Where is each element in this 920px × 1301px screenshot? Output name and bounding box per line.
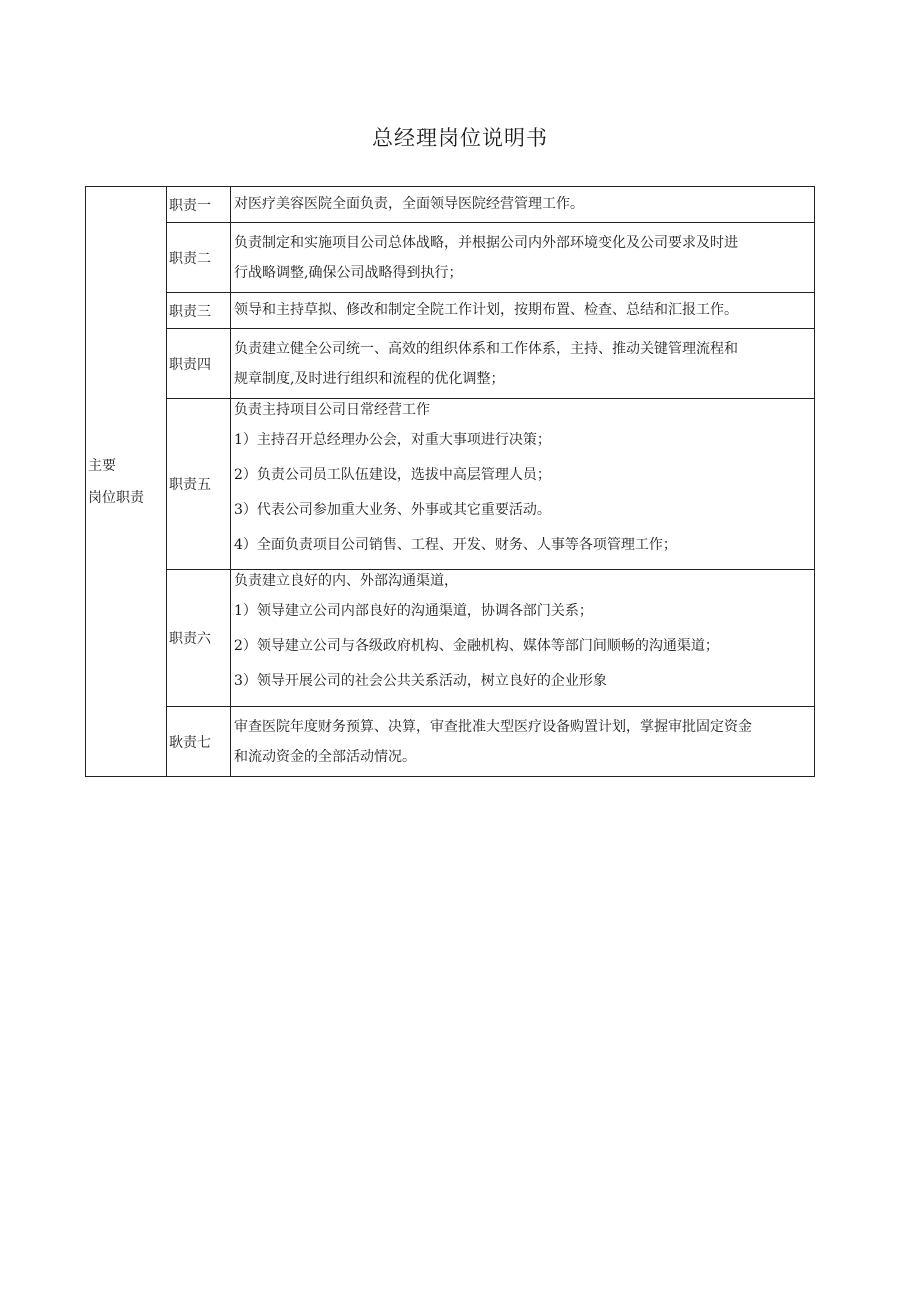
duty-label: 耿责七 [167, 707, 231, 777]
duty-line: 3）领导开展公司的社会公共关系活动，树立良好的企业形象 [234, 673, 607, 689]
duty-line: 对医疗美容医院全面负责，全面领导医院经营管理工作。 [234, 196, 584, 212]
duty-content [231, 293, 815, 329]
table-row [86, 329, 815, 399]
duty-content [231, 329, 815, 399]
duty-line: 1）主持召开总经理办公会，对重大事项进行决策； [234, 432, 551, 448]
duties-table [85, 186, 815, 777]
duty-label: 职责四 [167, 329, 231, 399]
table-row [86, 399, 815, 570]
table-row [86, 293, 815, 329]
duty-line: 负责制定和实施项目公司总体战略，并根据公司内外部环境变化及公司要求及时进 [234, 234, 738, 251]
duty-content [231, 399, 815, 570]
duty-line: 4）全面负责项目公司销售、工程、开发、财务、人事等各项管理工作； [234, 537, 677, 553]
duty-line: 领导和主持草拟、修改和制定全院工作计划，按期布置、检查、总结和汇报工作。 [234, 302, 738, 318]
duty-line: 负责建立健全公司统一、高效的组织体系和工作体系，主持、推动关键管理流程和 [234, 340, 738, 357]
duty-line: 和流动资金的全部活动情况。 [234, 748, 416, 765]
duty-label: 职责五 [167, 399, 231, 570]
duty-line: 审查医院年度财务预算、决算，审查批准大型医疗设备购置计划，掌握审批固定资金 [234, 718, 752, 735]
section-label-line1: 主要 [88, 457, 116, 474]
table-row [86, 570, 815, 707]
duty-line: 行战略调整,确保公司战略得到执行； [234, 264, 463, 281]
duty-line: 2）负责公司员工队伍建设，选拔中高层管理人员； [234, 467, 551, 483]
duty-content [231, 223, 815, 293]
section-label-line2: 岗位职责 [88, 489, 144, 506]
page-title: 总经理岗位说明书 [372, 126, 548, 150]
duty-content [231, 570, 815, 707]
duty-line: 负责建立良好的内、外部沟通渠道， [234, 573, 458, 589]
table-row [86, 707, 815, 777]
duty-line: 负责主持项目公司日常经营工作 [234, 402, 430, 418]
table-row [86, 187, 815, 223]
duty-line: 规章制度,及时进行组织和流程的优化调整； [234, 370, 505, 387]
table-row [86, 223, 815, 293]
duty-line: 2）领导建立公司与各级政府机构、金融机构、媒体等部门间顺畅的沟通渠道； [234, 638, 719, 654]
duty-label: 职责三 [167, 293, 231, 329]
duty-label: 职责六 [167, 570, 231, 707]
section-label-cell [86, 187, 167, 777]
duty-label: 职责二 [167, 223, 231, 293]
duty-content [231, 187, 815, 223]
duty-label: 职责一 [167, 187, 231, 223]
duty-line: 3）代表公司参加重大业务、外事或其它重要活动。 [234, 502, 551, 518]
duty-content [231, 707, 815, 777]
duty-line: 1）领导建立公司内部良好的沟通渠道，协调各部门关系； [234, 603, 593, 619]
